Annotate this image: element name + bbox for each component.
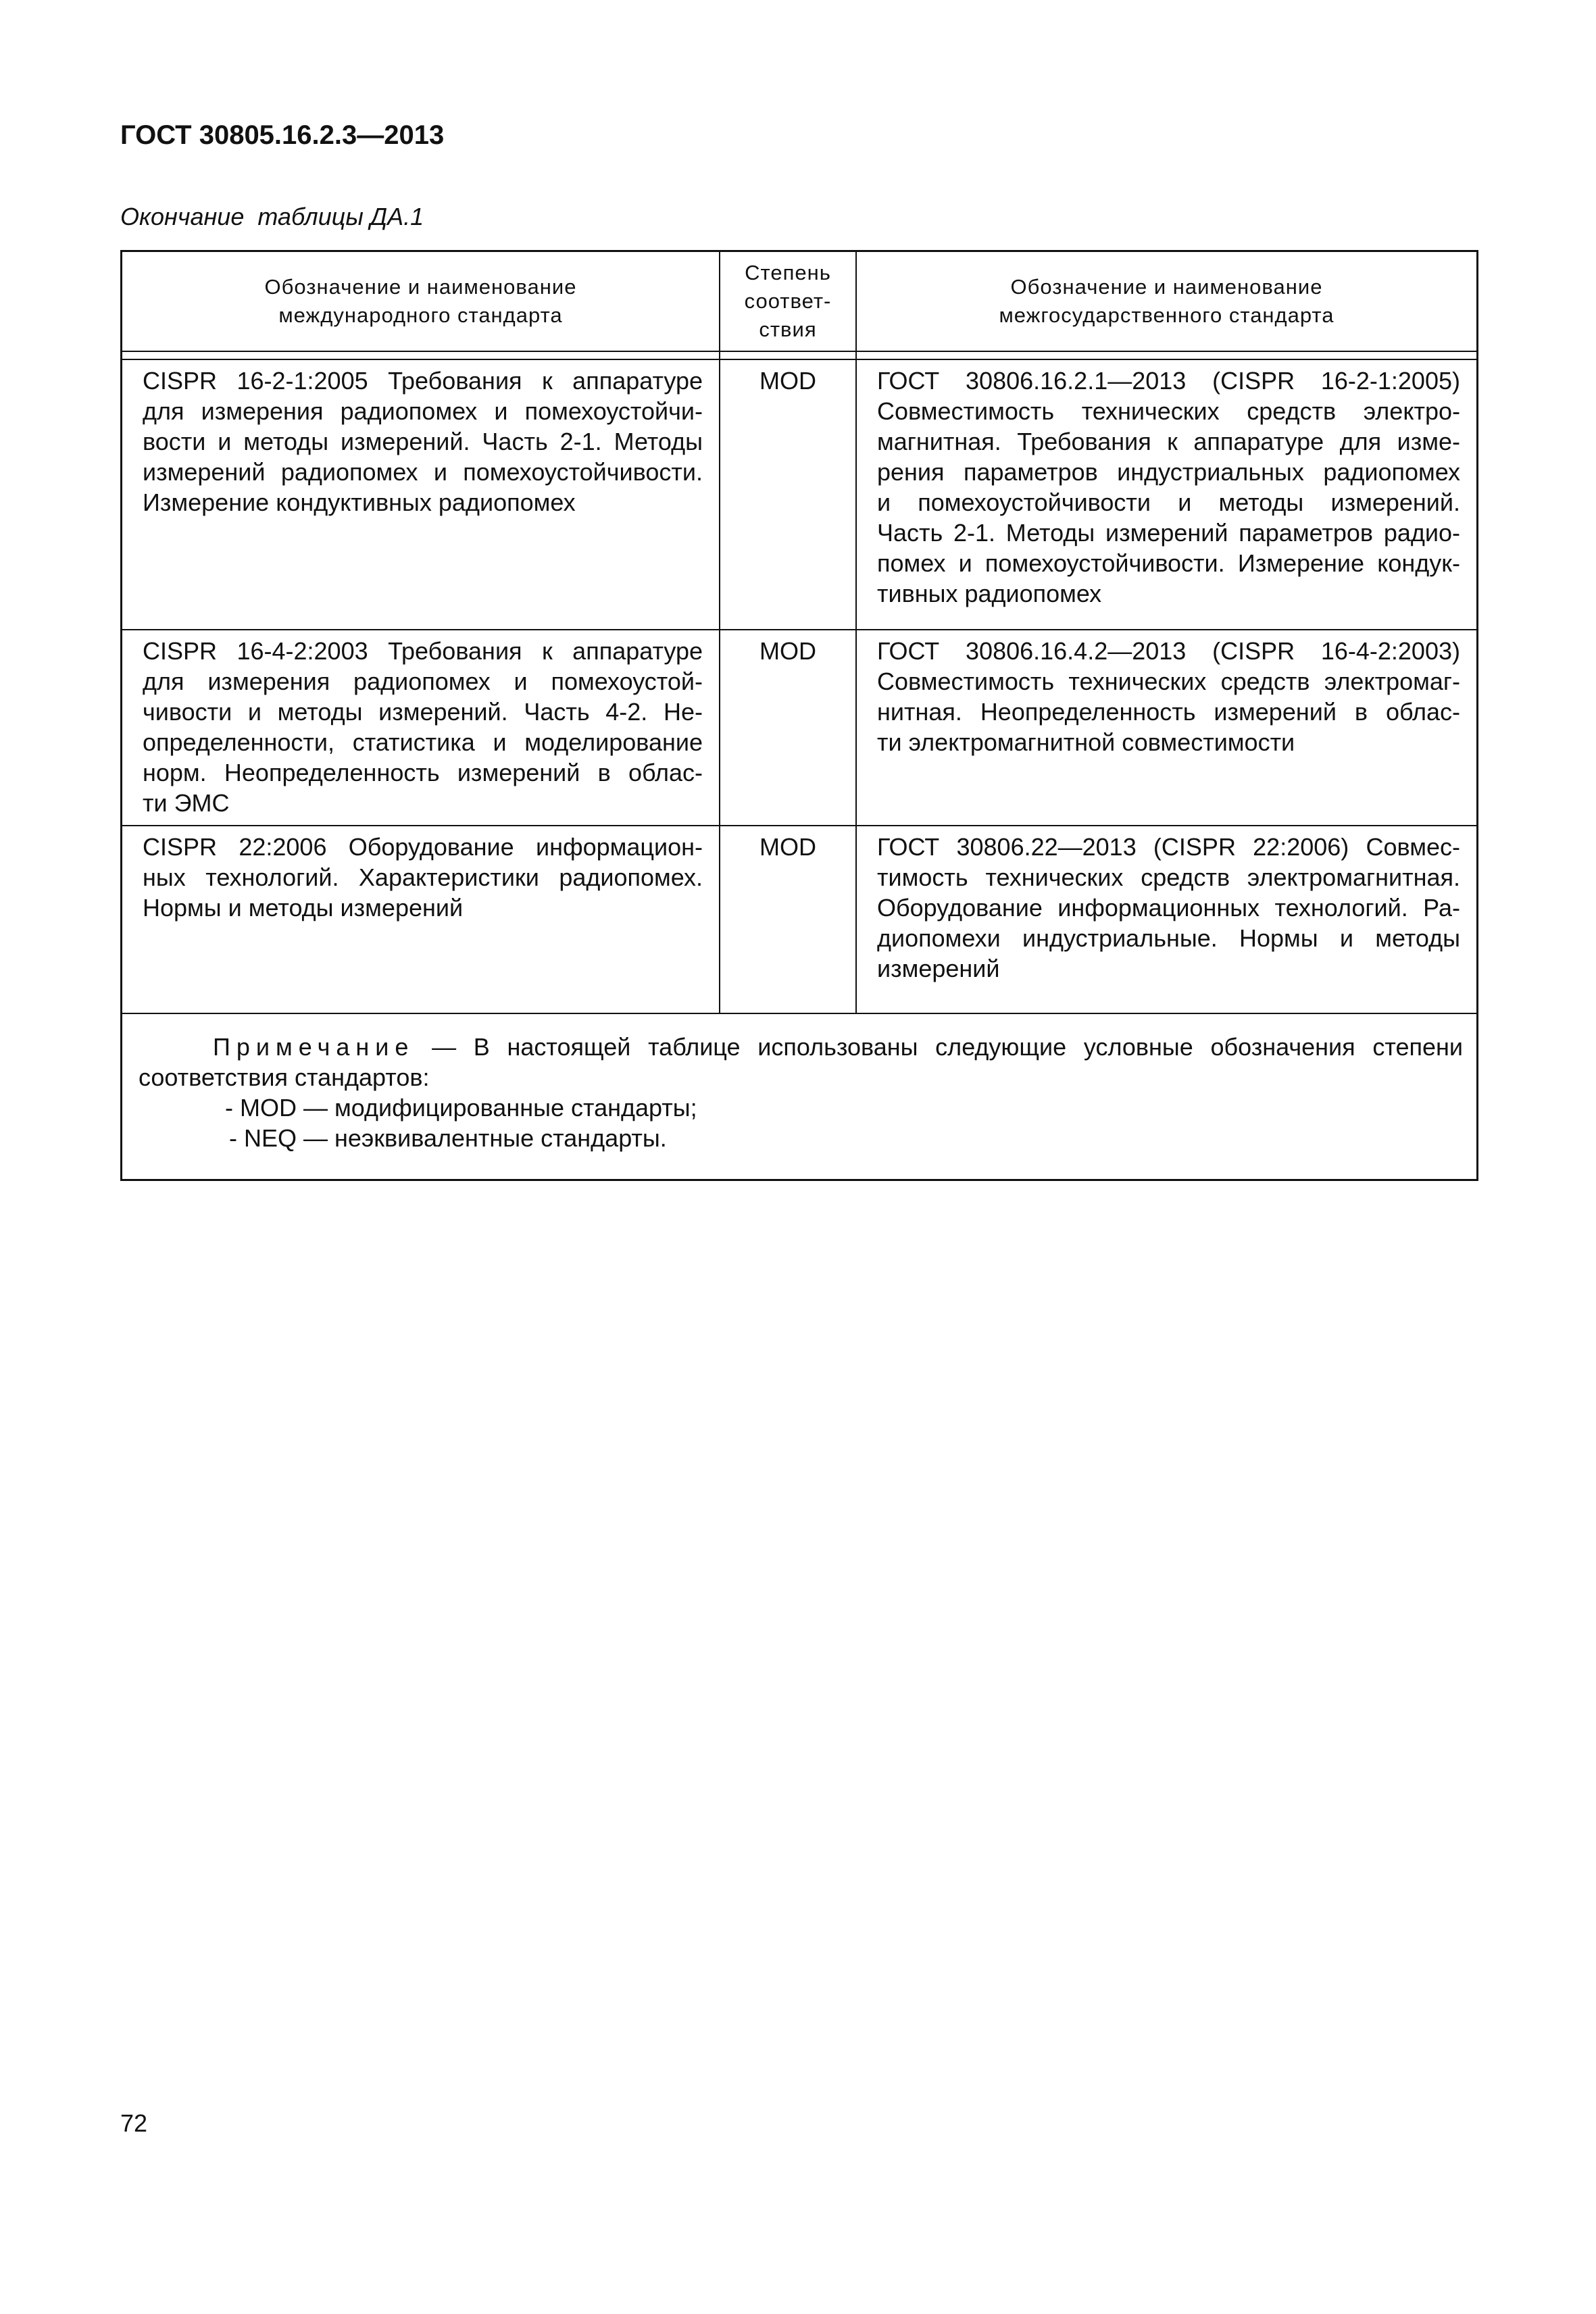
header-interstate-line: межгосударственного стандарта [999,303,1335,327]
text-line: ГОСТ 30806.16.2.1—2013 (CISPR 16-2-1:2005) [877,367,1460,395]
degree-cell: MOD [720,826,857,1013]
text-line: для измерения радиопомех и помехоустойчи- [143,397,703,425]
note-lead-text: — В настоящей таблице использованы следующие условные обозначения степени [414,1033,1463,1061]
text-line: диопомехи индустриальные. Нормы и методы [877,924,1460,952]
text-line: измерений радиопомех и помехоустойчивости. [143,458,703,486]
degree-cell: MOD [720,360,857,629]
interstate-standard-cell [857,826,1476,1013]
note-lead-continuation: соответствия стандартов: [139,1063,430,1091]
table-row [122,359,1476,629]
text-line: Измерение кондуктивных радиопомех [143,488,576,516]
separator-cell [720,352,857,359]
text-line: ГОСТ 30806.22—2013 (CISPR 22:2006) Совмес- [877,833,1460,861]
header-degree-line: Степень [745,261,831,284]
text-line: норм. Неопределенность измерений в облас- [143,759,703,786]
text-line: магнитная. Требования к аппаратуре для изме- [877,428,1460,455]
text-line: ных технологий. Характеристики радиопомех. [143,863,703,891]
text-line: измерений [877,955,1000,982]
separator-cell [857,352,1476,359]
text-line: ти электромагнитной совместимости [877,728,1295,756]
text-line: Оборудование информационных технологий. Ра- [877,894,1460,922]
international-standard-cell [122,630,720,825]
table-row [122,629,1476,825]
degree-cell: MOD [720,630,857,825]
text-line: CISPR 16-4-2:2003 Требования к аппаратуре [143,637,703,665]
text-line: вости и методы измерений. Часть 2-1. Методы [143,428,703,455]
text-line: Совместимость технических средств электро- [877,397,1460,425]
standards-correspondence-table [120,250,1478,1181]
text-line: определенности, статистика и моделирование [143,728,703,756]
text-line: для измерения радиопомех и помехоустой- [143,668,703,695]
text-line: тимость технических средств электромагнитная. [877,863,1460,891]
table-caption: Окончание таблицы ДА.1 [120,203,424,230]
note-item-mod: - MOD — модифицированные стандарты; [225,1094,697,1122]
header-international-line: Обозначение и наименование [264,275,577,299]
text-line: чивости и методы измерений. Часть 4-2. Не- [143,698,703,726]
note-lead-line [139,1032,1463,1062]
text-line: рения параметров индустриальных радиопомех [877,458,1460,486]
table-note [122,1013,1476,1179]
header-international-standard [122,252,720,351]
table-row [122,825,1476,1013]
page-number: 72 [120,2109,148,2137]
text-line: CISPR 22:2006 Оборудование информацион- [143,833,703,861]
header-interstate-line: Обозначение и наименование [1010,275,1323,299]
interstate-standard-cell [857,630,1476,825]
document-header-title: ГОСТ 30805.16.2.3—2013 [120,120,445,150]
text-line: помех и помехоустойчивости. Измерение кондук- [877,549,1460,577]
text-line: Совместимость технических средств электромаг- [877,668,1460,695]
header-degree-line: ствия [759,318,817,341]
table-header-row [122,252,1476,351]
header-international-line: международного стандарта [278,303,563,327]
text-line: Часть 2-1. Методы измерений параметров радио- [877,519,1460,547]
text-line: и помехоустойчивости и методы измерений. [877,488,1460,516]
header-separator [122,351,1476,359]
header-interstate-standard [857,252,1476,351]
international-standard-cell [122,360,720,629]
separator-cell [122,352,720,359]
text-line: CISPR 16-2-1:2005 Требования к аппаратуре [143,367,703,395]
text-line: тивных радиопомех [877,580,1102,607]
header-degree-line: соответ- [744,289,832,313]
text-line: ти ЭМС [143,789,230,817]
text-line: нитная. Неопределенность измерений в облас- [877,698,1460,726]
text-line: Нормы и методы измерений [143,894,464,922]
note-label: Примечание [213,1033,415,1061]
international-standard-cell [122,826,720,1013]
header-degree-of-correspondence [720,252,857,351]
note-item-neq: - NEQ — неэквивалентные стандарты. [229,1124,667,1152]
interstate-standard-cell [857,360,1476,629]
text-line: ГОСТ 30806.16.4.2—2013 (CISPR 16-4-2:2003) [877,637,1460,665]
